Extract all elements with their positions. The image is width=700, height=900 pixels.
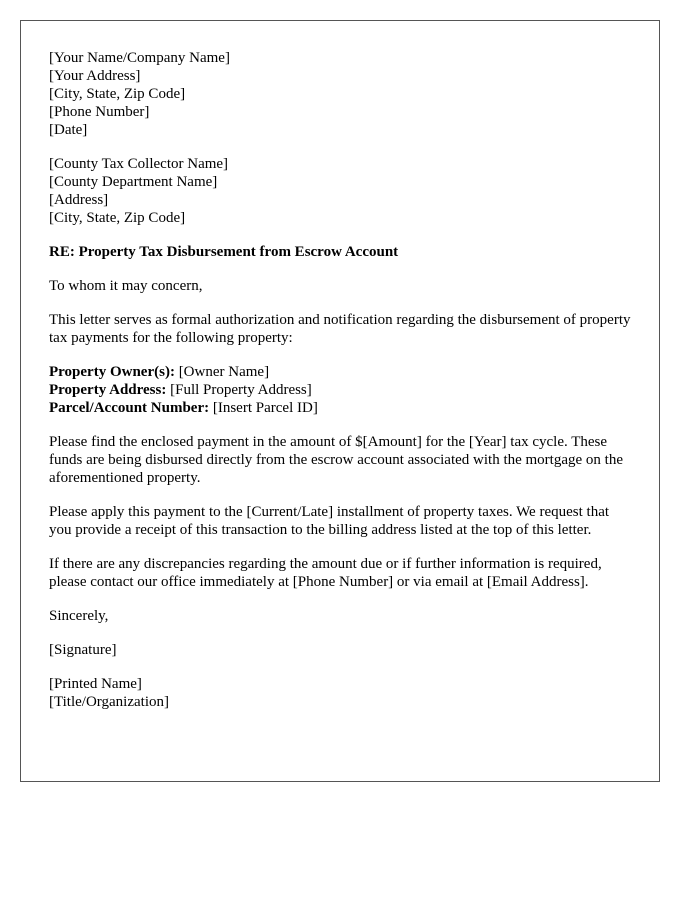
property-address-value: [Full Property Address] [166,382,312,398]
payment-paragraph: Please find the enclosed payment in the amount of $[Amount] for the [Year] tax cycle. These funds are being disbursed directly from the escrow account associated with the mortgage on the aforementioned property. [49,434,623,486]
recipient-city-state-zip: [City, State, Zip Code] [49,210,186,226]
contact-paragraph: If there are any discrepancies regarding the amount due or if further information is required, please contact our office immediately at [Phone Number] or via email at [Email Address]. [49,556,602,590]
parcel-number-value: [Insert Parcel ID] [209,400,318,416]
apply-paragraph: Please apply this payment to the [Current/Late] installment of property taxes. We request that you provide a receipt of this transaction to the billing address listed at the top of this letter. [49,504,610,538]
title-organization: [Title/Organization] [49,694,169,710]
sender-block [49,49,631,139]
property-owner-label: Property Owner(s): [49,364,175,380]
sender-name: [Your Name/Company Name] [49,50,230,66]
recipient-department: [County Department Name] [49,174,218,190]
sender-date: [Date] [49,122,88,138]
parcel-number-label: Parcel/Account Number: [49,400,210,416]
property-owner-row [49,363,631,381]
signer-block [49,675,631,711]
signature: [Signature] [49,642,117,658]
sender-phone: [Phone Number] [49,104,150,120]
property-address-row [49,381,631,399]
letter-document [20,20,660,782]
sender-city-state-zip: [City, State, Zip Code] [49,86,186,102]
property-owner-value: [Owner Name] [174,364,270,380]
printed-name: [Printed Name] [49,676,142,692]
recipient-collector: [County Tax Collector Name] [49,156,229,172]
parcel-number-row [49,399,631,417]
recipient-address: [Address] [49,192,109,208]
property-details [49,363,631,417]
sender-address: [Your Address] [49,68,141,84]
property-address-label: Property Address: [49,382,167,398]
intro-paragraph: This letter serves as formal authorization and notification regarding the disbursement of property tax payments for the following property: [49,312,631,346]
closing: Sincerely, [49,608,109,624]
salutation: To whom it may concern, [49,278,203,294]
subject-line: RE: Property Tax Disbursement from Escrow Account [49,244,399,260]
recipient-block [49,155,631,227]
